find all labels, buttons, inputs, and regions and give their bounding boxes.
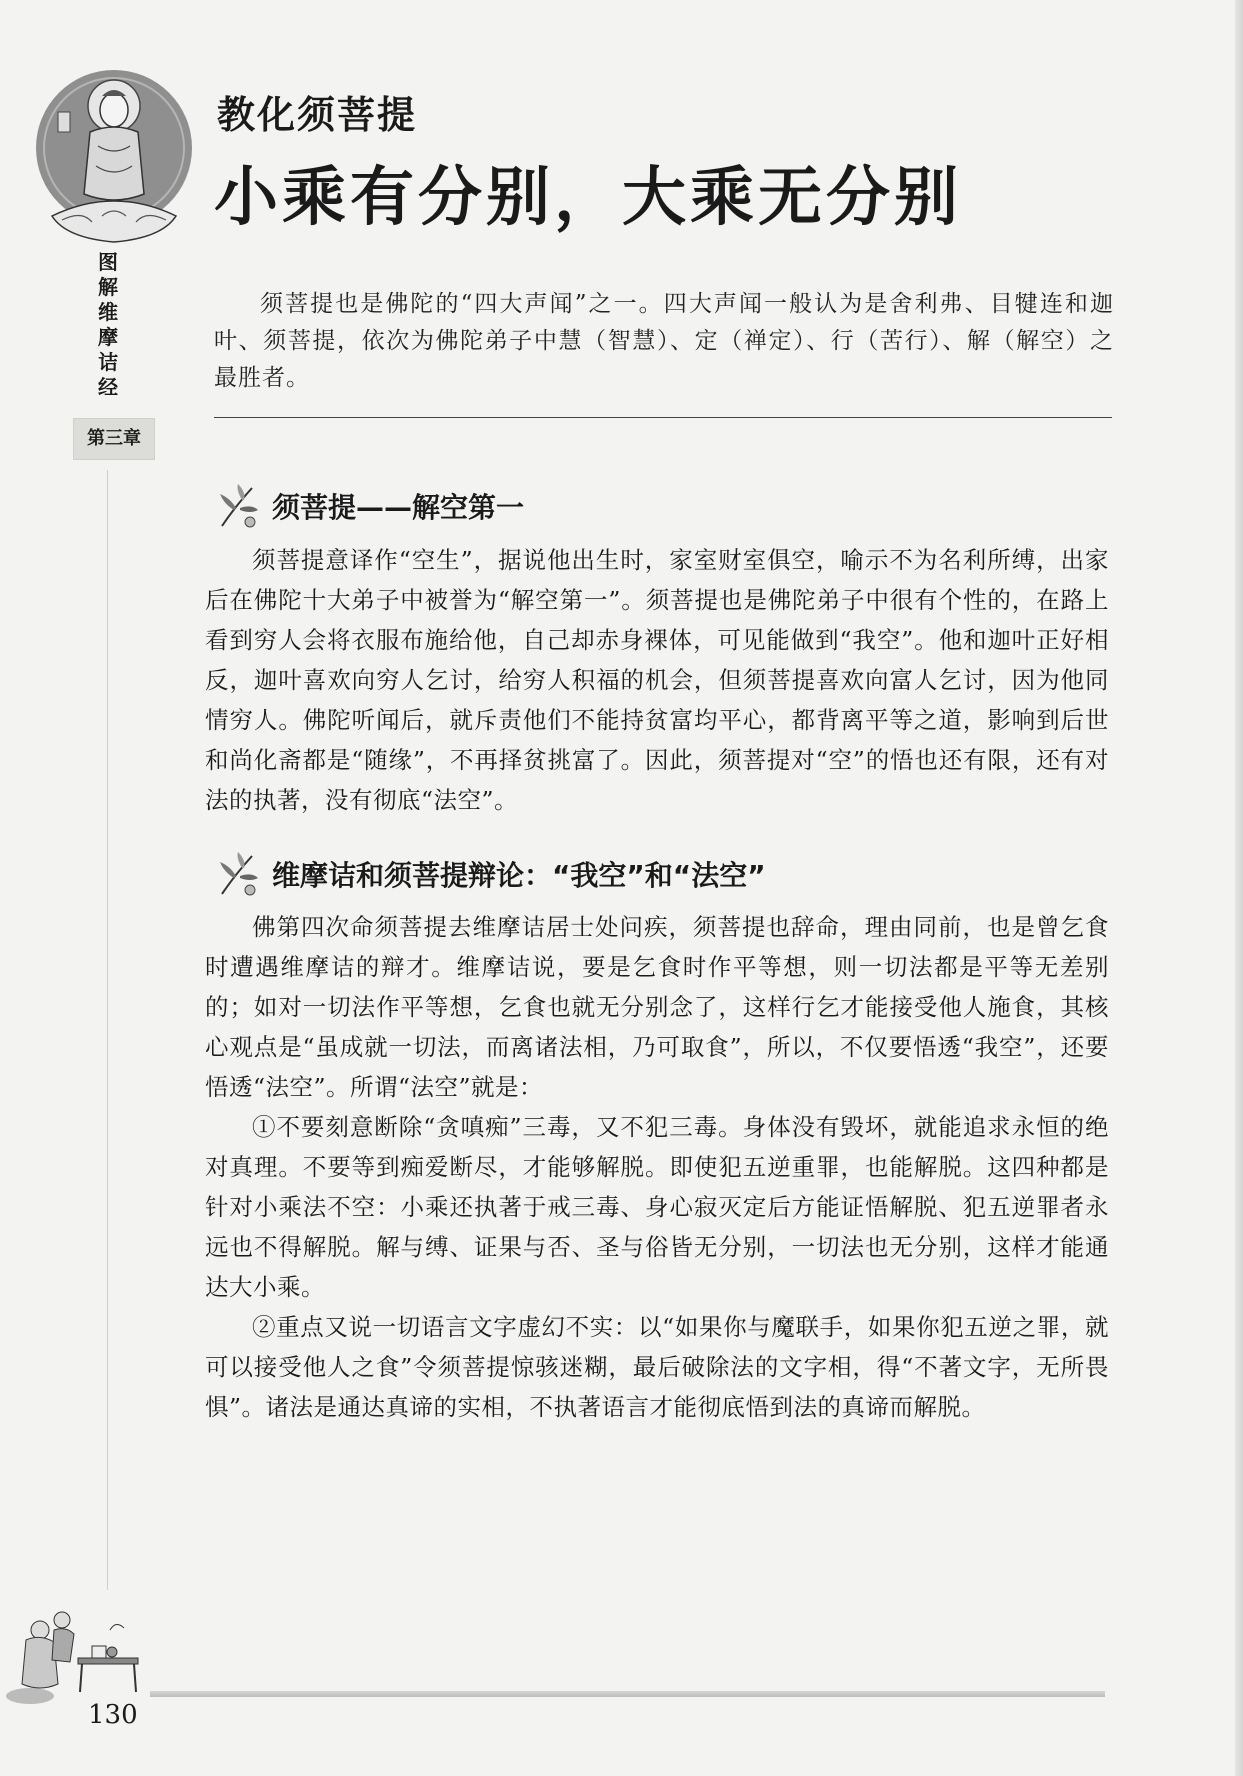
intro-divider	[214, 417, 1112, 418]
book-title-char: 维	[98, 300, 118, 324]
book-title-char: 解	[98, 275, 118, 299]
footer-rule	[150, 1691, 1105, 1697]
body-paragraph: 佛第四次命须菩提去维摩诘居士处问疾，须菩提也辞命，理由同前，也是曾乞食时遭遇维摩诘的辩才。维摩诘说，要是乞食时作平等想，则一切法都是平等无差别的；如对一切法作平等想，乞食也就无分别念了，这样行乞才能接受他人施食，其核心观点是“虽成就一切法，而离诸法相，乃可取食”，所以，不仅要悟透“我空”，还要悟透“法空”。所谓“法空”就是：	[205, 913, 1109, 1101]
body-paragraph: ②重点又说一切语言文字虚幻不实：以“如果你与魔联手，如果你犯五逆之罪，就可以接受他人之食”令须菩提惊骇迷糊，最后破除法的文字相，得“不著文字，无所畏惧”。诸法是通达真谛的实相，不执著语言才能彻底悟到法的真谛而解脱。	[205, 1313, 1109, 1421]
page-pretitle: 教化须菩提	[217, 92, 418, 137]
page-number: 130	[88, 1700, 138, 1730]
section-heading	[214, 850, 766, 898]
leaf-branch-icon	[214, 850, 262, 898]
body-paragraph: 须菩提意译作“空生”，据说他出生时，家室财室俱空，喻示不为名利所缚，出家后在佛陀十大弟子中被誉为“解空第一”。须菩提也是佛陀弟子中很有个性的，在路上看到穷人会将衣服布施给他，自己却赤身裸体，可见能做到“我空”。他和迦叶正好相反，迦叶喜欢向穷人乞讨，给穷人积福的机会，但须菩提喜欢向富人乞讨，因为他同情穷人。佛陀听闻后，就斥责他们不能持贫富均平心，都背离平等之道，影响到后世和尚化斋都是“随缘”，不再择贫挑富了。因此，须菩提对“空”的悟也还有限，还有对法的执著，没有彻底“法空”。	[205, 546, 1109, 814]
section-heading-text: 须菩提——解空第一	[272, 491, 525, 524]
leaf-branch-icon	[214, 482, 262, 530]
book-title-char: 诘	[98, 350, 118, 374]
page-edge	[1235, 0, 1243, 1776]
book-title-char: 经	[98, 375, 118, 399]
book-title-char: 图	[98, 250, 118, 274]
buddha-illustration-icon	[32, 66, 192, 248]
section-body	[205, 907, 1109, 1427]
page-title: 小乘有分别，大乘无分别	[214, 160, 962, 235]
book-title-vertical	[88, 250, 128, 400]
scholars-illustration-icon	[0, 1600, 150, 1710]
chapter-tab: 第三章	[73, 418, 155, 460]
section-heading	[214, 482, 524, 530]
intro-paragraph: 须菩提也是佛陀的“四大声闻”之一。四大声闻一般认为是舍利弗、目犍连和迦叶、须菩提，依次为佛陀弟子中慧（智慧）、定（禅定）、行（苦行）、解（解空）之最胜者。	[214, 291, 1114, 391]
section-heading-text: 维摩诘和须菩提辩论：“我空”和“法空”	[272, 859, 766, 892]
body-paragraph: ①不要刻意断除“贪嗔痴”三毒，又不犯三毒。身体没有毁坏，就能追求永恒的绝对真理。不要等到痴爱断尽，才能够解脱。即使犯五逆重罪，也能解脱。这四种都是针对小乘法不空：小乘还执著于戒三毒、身心寂灭定后方能证悟解脱、犯五逆罪者永远也不得解脱。解与缚、证果与否、圣与俗皆无分别，一切法也无分别，这样才能通达大小乘。	[205, 1113, 1109, 1301]
book-title-char: 摩	[98, 325, 118, 349]
margin-rule	[107, 470, 108, 1590]
section-body	[205, 540, 1109, 820]
